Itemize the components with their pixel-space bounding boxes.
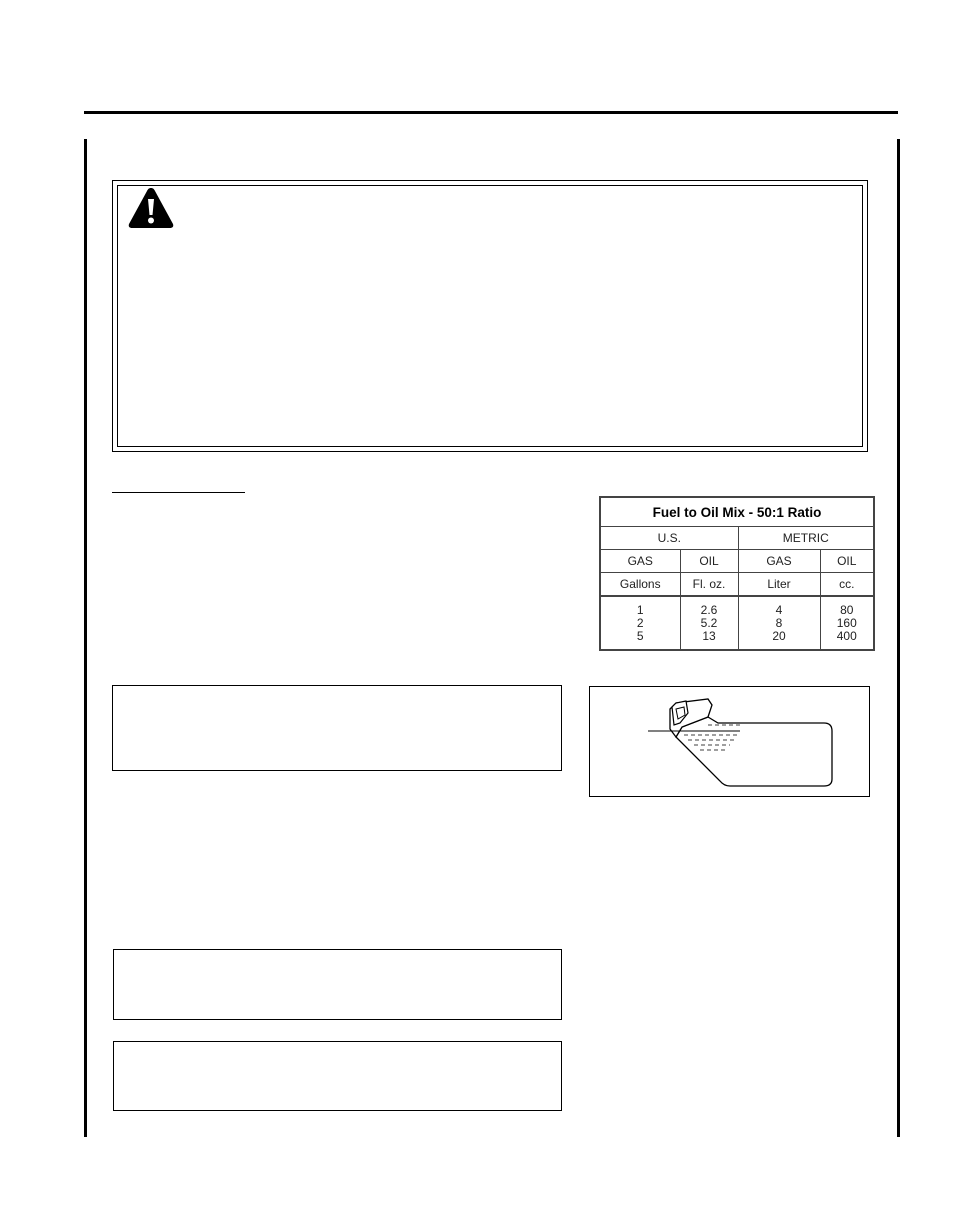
values-gallons [600, 596, 680, 650]
warning-triangle-icon [127, 186, 175, 230]
unit-fl-oz: Fl. oz. [680, 573, 738, 597]
table-title: Fuel to Oil Mix - 50:1 Ratio [600, 497, 874, 527]
table-cell: 20 [772, 628, 786, 643]
table-cell: 13 [702, 628, 716, 643]
table-cell: 4 [775, 602, 783, 617]
table-cell: 2 [636, 615, 644, 630]
note-box [113, 949, 562, 1020]
section-heading-underline [112, 492, 245, 493]
values-fl-oz [680, 596, 738, 650]
unit-gallons: Gallons [600, 573, 680, 597]
table-cell: 160 [836, 615, 857, 630]
warning-box-inner [117, 185, 863, 447]
group-metric: METRIC [738, 527, 874, 550]
table-cell: 80 [840, 602, 854, 617]
col-type-us-gas: GAS [600, 550, 680, 573]
note-box [113, 1041, 562, 1111]
table-cell: 5 [636, 628, 644, 643]
fuel-oil-mix-table [599, 496, 875, 651]
values-liter [738, 596, 820, 650]
col-type-metric-oil: OIL [820, 550, 874, 573]
table-cell: 400 [836, 628, 857, 643]
left-margin-rule [84, 139, 87, 1137]
unit-cc: cc. [820, 573, 874, 597]
table-cell: 2.6 [700, 602, 718, 617]
fuel-tank-figure [589, 686, 870, 797]
right-margin-rule [897, 139, 900, 1137]
table-cell: 5.2 [700, 615, 718, 630]
fuel-tank-fill-level-diagram [590, 687, 868, 795]
col-type-us-oil: OIL [680, 550, 738, 573]
group-us: U.S. [600, 527, 738, 550]
table-cell: 1 [636, 602, 644, 617]
col-type-metric-gas: GAS [738, 550, 820, 573]
header-rule [84, 111, 898, 114]
unit-liter: Liter [738, 573, 820, 597]
values-cc [820, 596, 874, 650]
note-box [112, 685, 562, 771]
table-cell: 8 [775, 615, 783, 630]
